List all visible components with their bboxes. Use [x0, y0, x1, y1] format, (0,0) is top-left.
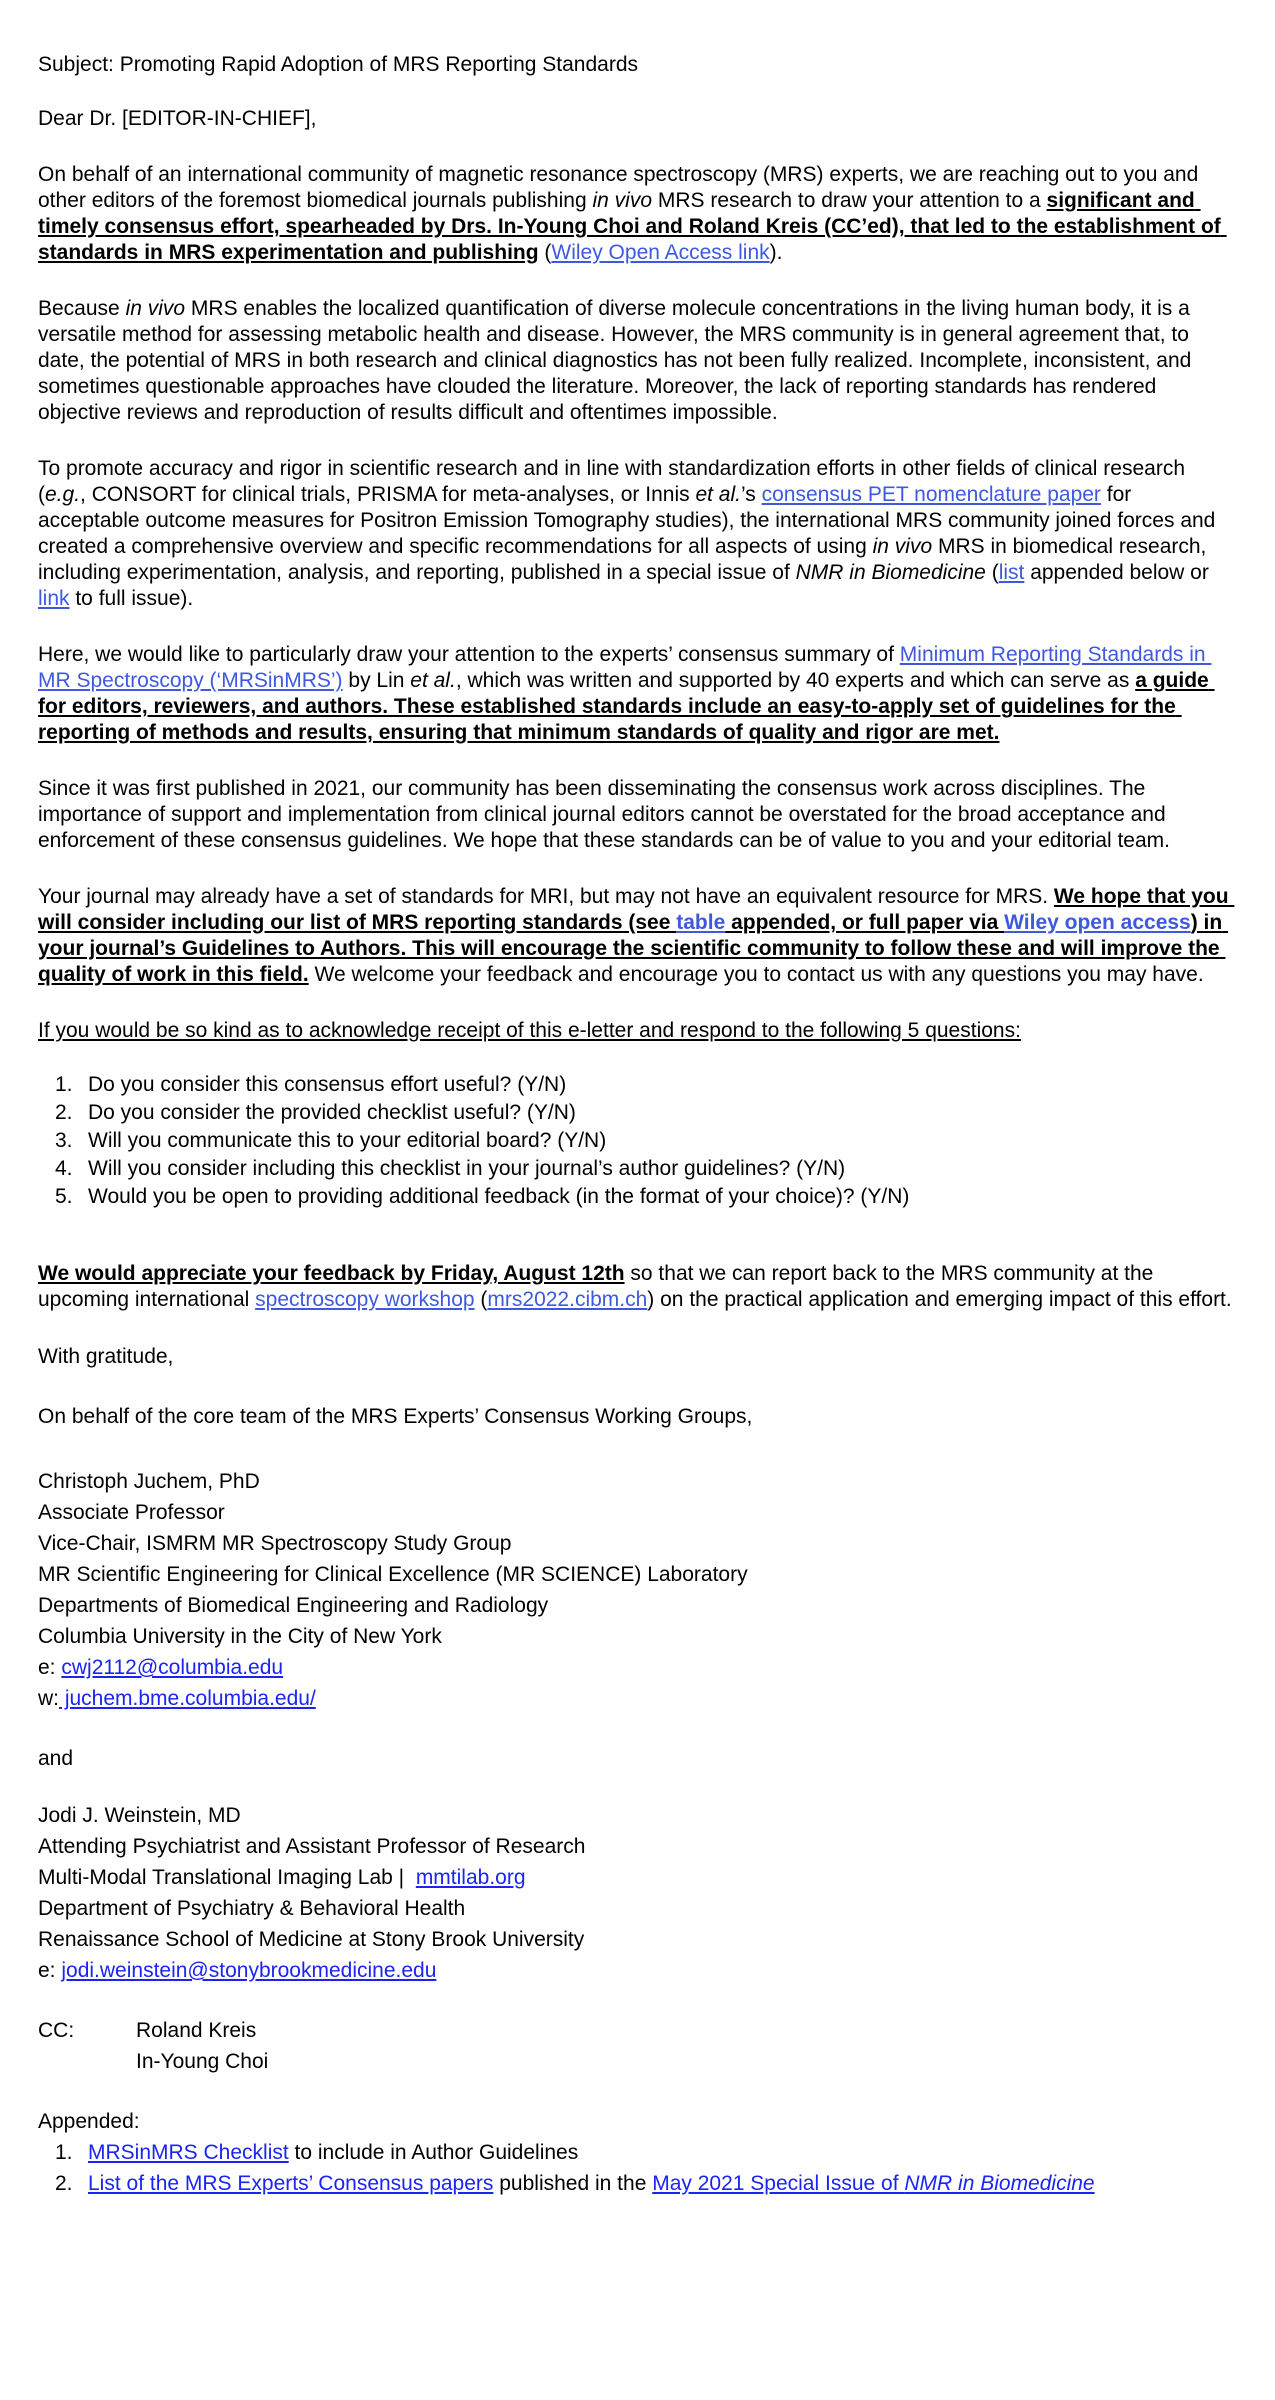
- question-number: 1.: [55, 1073, 73, 1096]
- text-run: Attending Psychiatrist and Assistant Professor of Research: [38, 1835, 586, 1858]
- text-run: e:: [38, 1656, 62, 1679]
- salutation: Dear Dr. [EDITOR-IN-CHIEF],: [38, 107, 317, 130]
- text-run: in vivo: [872, 535, 933, 558]
- text-run: Your journal may already have a set of standards for MRI, but may not have an equivalent resource for MRS.: [38, 885, 1054, 908]
- question-item: [38, 1099, 1238, 1127]
- signature-line: [38, 1466, 1238, 1497]
- signature-jodi-weinstein: [38, 1800, 1238, 1986]
- link[interactable]: link: [38, 587, 70, 610]
- text-run: If you would be so kind as to acknowledge receipt of this e-letter and respond to the following 5 questions:: [38, 1019, 1021, 1042]
- text-run: MRS enables the localized quantification of diverse molecule concentrations in the living human body, it is a versatile method for assessing metabolic health and disease. However, the MRS community is in general agreement that, to date, the potential of MRS in both research and clinical diagnostics has not been fully realized. Incomplete, inconsistent, and sometimes questionable approaches have clouded the literature. Moreover, the lack of reporting standards has rendered objective reviews and reproduction of results difficult and oftentimes impossible.: [38, 297, 1198, 424]
- text-run: to full issue).: [69, 587, 194, 610]
- text-run: (: [538, 241, 552, 264]
- cc-label: [38, 2046, 136, 2077]
- text-run: Christoph Juchem, PhD: [38, 1470, 260, 1493]
- subject-line: Subject: Promoting Rapid Adoption of MRS Reporting Standards: [38, 53, 639, 76]
- question-item: [38, 1183, 1238, 1211]
- text-run: (: [474, 1288, 488, 1311]
- text-run: ’s: [740, 483, 762, 506]
- question-text: Do you consider this consensus effort useful? (Y/N): [88, 1073, 567, 1096]
- text-run: NMR in Biomedicine: [795, 561, 986, 584]
- appended-item-text: [88, 2137, 578, 2168]
- text-run: Because: [38, 297, 126, 320]
- text-run: Here, we would like to particularly draw your attention to the experts’ consensus summary of: [38, 643, 900, 666]
- signature-line: [38, 1497, 1238, 1528]
- cc-label: CC:: [38, 2019, 75, 2042]
- closing-on-behalf: On behalf of the core team of the MRS Experts’ Consensus Working Groups,: [38, 1405, 753, 1428]
- text-run: Renaissance School of Medicine at Stony Brook University: [38, 1928, 585, 1951]
- question-item: [38, 1127, 1238, 1155]
- link[interactable]: jodi.weinstein@stonybrookmedicine.edu: [61, 1959, 437, 1982]
- link[interactable]: List of the MRS Experts’ Consensus papers: [88, 2172, 494, 2195]
- link[interactable]: May 2021 Special Issue of: [652, 2172, 905, 2195]
- link[interactable]: consensus PET nomenclature paper: [761, 483, 1101, 506]
- text-run: Departments of Biomedical Engineering and Radiology: [38, 1594, 549, 1617]
- question-number: 5.: [55, 1185, 73, 1208]
- question-text: Do you consider the provided checklist useful? (Y/N): [88, 1101, 576, 1124]
- question-item: [38, 1155, 1238, 1183]
- text-run: We would appreciate your feedback by Friday, August 12th: [38, 1262, 625, 1285]
- paragraph-promote-accuracy: [38, 456, 1238, 612]
- text-run: , which was written and supported by 40 experts and which can serve as: [455, 669, 1136, 692]
- text-run: e:: [38, 1959, 62, 1982]
- text-run: We hope that you will consider including our list of MRS reporting standards (see: [38, 885, 1235, 934]
- text-run: in vivo: [125, 297, 186, 320]
- paragraph-since-published: [38, 776, 1238, 854]
- appended-list: [38, 2137, 1238, 2199]
- cc-row: [38, 2015, 1238, 2046]
- appended-item-text: [88, 2168, 1095, 2199]
- text-run: for acceptable outcome measures for Positron Emission Tomography studies), the international MRS community joined forces and created a comprehensive overview and specific recommendations for all aspects of using: [38, 483, 1222, 558]
- text-run: et al.: [695, 483, 741, 506]
- signature-line: [38, 1862, 1238, 1893]
- text-run: w:: [38, 1687, 59, 1710]
- appended-item: [38, 2137, 1238, 2168]
- signature-line: [38, 1528, 1238, 1559]
- text-run: appended below or: [1024, 561, 1215, 584]
- text-run: Department of Psychiatry & Behavioral Health: [38, 1897, 466, 1920]
- text-run: ) on the practical application and emerging impact of this effort.: [647, 1288, 1232, 1311]
- signature-line: [38, 1893, 1238, 1924]
- text-run: published in the: [493, 2172, 653, 2195]
- link[interactable]: Wiley open access: [1004, 911, 1191, 934]
- questions-intro: [38, 1018, 1238, 1044]
- question-number: 4.: [55, 1157, 73, 1180]
- text-run: MRS in biomedical research, including experimentation, analysis, and reporting, published in a special issue of: [38, 535, 1213, 584]
- cc-name: In-Young Choi: [136, 2050, 269, 2073]
- appended-item-number: 1.: [55, 2141, 73, 2164]
- text-run: ) in your journal’s Guidelines to Authors. This will encourage the scientific community to follow these and will improve the quality of work in this field.: [38, 911, 1229, 986]
- text-run: On behalf of an international community of magnetic resonance spectroscopy (MRS) experts, we are reaching out to you and other editors of the foremost biomedical journals publishing: [38, 163, 1205, 212]
- text-run: by Lin: [342, 669, 411, 692]
- text-run: appended, or full paper via: [725, 911, 1005, 934]
- cc-row: [38, 2046, 1238, 2077]
- paragraph-mrsinmrs-summary: [38, 642, 1238, 746]
- text-run: MRS research to draw your attention to a: [652, 189, 1047, 212]
- text-run: We welcome your feedback and encourage you to contact us with any questions you may have.: [308, 963, 1204, 986]
- signature-line: [38, 1621, 1238, 1652]
- question-number: 3.: [55, 1129, 73, 1152]
- link[interactable]: juchem.bme.columbia.edu/: [59, 1687, 316, 1710]
- link[interactable]: NMR in Biomedicine: [904, 2172, 1095, 2195]
- paragraph-feedback-deadline: [38, 1261, 1238, 1313]
- link[interactable]: list: [998, 561, 1025, 584]
- text-run: in vivo: [592, 189, 653, 212]
- cc-name: Roland Kreis: [136, 2019, 257, 2042]
- signature-line: [38, 1955, 1238, 1986]
- signature-line: [38, 1559, 1238, 1590]
- cc-block: [38, 2015, 1238, 2077]
- text-run: to include in Author Guidelines: [288, 2141, 579, 2164]
- text-run: ).: [769, 241, 783, 264]
- text-run: significant and timely consensus effort, spearheaded by Drs. In-Young Choi and Roland Kreis (CC’ed), that led to the establishment of standards in MRS experimentation and publishing: [38, 189, 1227, 264]
- text-run: , CONSORT for clinical trials, PRISMA for meta-analyses, or Innis: [80, 483, 696, 506]
- letter-paragraphs: [38, 162, 1238, 988]
- signature-line: [38, 1924, 1238, 1955]
- text-run: Multi-Modal Translational Imaging Lab |: [38, 1866, 416, 1889]
- text-run: e.g.: [45, 483, 81, 506]
- link[interactable]: Minimum Reporting Standards in MR Spectroscopy (‘MRSinMRS’): [38, 643, 1212, 692]
- text-run: Associate Professor: [38, 1501, 225, 1524]
- appended-item: [38, 2168, 1238, 2199]
- signature-line: [38, 1831, 1238, 1862]
- paragraph-consensus-effort: [38, 162, 1238, 266]
- question-item: [38, 1071, 1238, 1099]
- paragraph-because-in-vivo: [38, 296, 1238, 426]
- text-run: a guide for editors, reviewers, and authors. These established standards include an easy-to-apply set of guidelines for the reporting of methods and results, ensuring that minimum standards of quality and rigor are met.: [38, 669, 1215, 744]
- text-run: Jodi J. Weinstein, MD: [38, 1804, 241, 1827]
- question-text: Will you communicate this to your editorial board? (Y/N): [88, 1129, 607, 1152]
- appended-item-number: 2.: [55, 2172, 73, 2195]
- appended-heading: Appended:: [38, 2110, 140, 2133]
- signature-line: [38, 1800, 1238, 1831]
- signature-line: [38, 1652, 1238, 1683]
- signature-line: [38, 1590, 1238, 1621]
- link[interactable]: Wiley Open Access link: [551, 241, 770, 264]
- text-run: MR Scientific Engineering for Clinical Excellence (MR SCIENCE) Laboratory: [38, 1563, 748, 1586]
- link[interactable]: mrs2022.cibm.ch: [487, 1288, 648, 1311]
- question-text: Would you be open to providing additional feedback (in the format of your choice)? (Y/N): [88, 1185, 910, 1208]
- paragraph-your-journal: [38, 884, 1238, 988]
- text-run: To promote accuracy and rigor in scientific research and in line with standardization efforts in other fields of clinical research (: [38, 457, 1191, 506]
- link[interactable]: cwj2112@columbia.edu: [61, 1656, 284, 1679]
- signature-line: [38, 1683, 1238, 1714]
- closing-gratitude: With gratitude,: [38, 1345, 174, 1368]
- signature-christoph-juchem: [38, 1466, 1238, 1714]
- link[interactable]: table: [676, 911, 726, 934]
- text-run: Columbia University in the City of New York: [38, 1625, 442, 1648]
- text-run: so that we can report back to the MRS community at the upcoming international: [38, 1262, 1160, 1311]
- link[interactable]: MRSinMRS Checklist: [88, 2141, 289, 2164]
- questions-list: [38, 1071, 1238, 1211]
- signature-connector: and: [38, 1747, 74, 1770]
- link[interactable]: mmtilab.org: [415, 1866, 526, 1889]
- appended-section: [38, 2106, 1238, 2199]
- text-run: Since it was first published in 2021, our community has been disseminating the consensus work across disciplines. The importance of support and implementation from clinical journal editors cannot be overstated for the broad acceptance and enforcement of these consensus guidelines. We hope that these standards can be of value to you and your editorial team.: [38, 777, 1172, 852]
- question-number: 2.: [55, 1101, 73, 1124]
- text-run: Vice-Chair, ISMRM MR Spectroscopy Study Group: [38, 1532, 512, 1555]
- text-run: (: [985, 561, 999, 584]
- link[interactable]: spectroscopy workshop: [255, 1288, 475, 1311]
- text-run: et al.: [410, 669, 456, 692]
- question-text: Will you consider including this checklist in your journal’s author guidelines? (Y/N): [88, 1157, 846, 1180]
